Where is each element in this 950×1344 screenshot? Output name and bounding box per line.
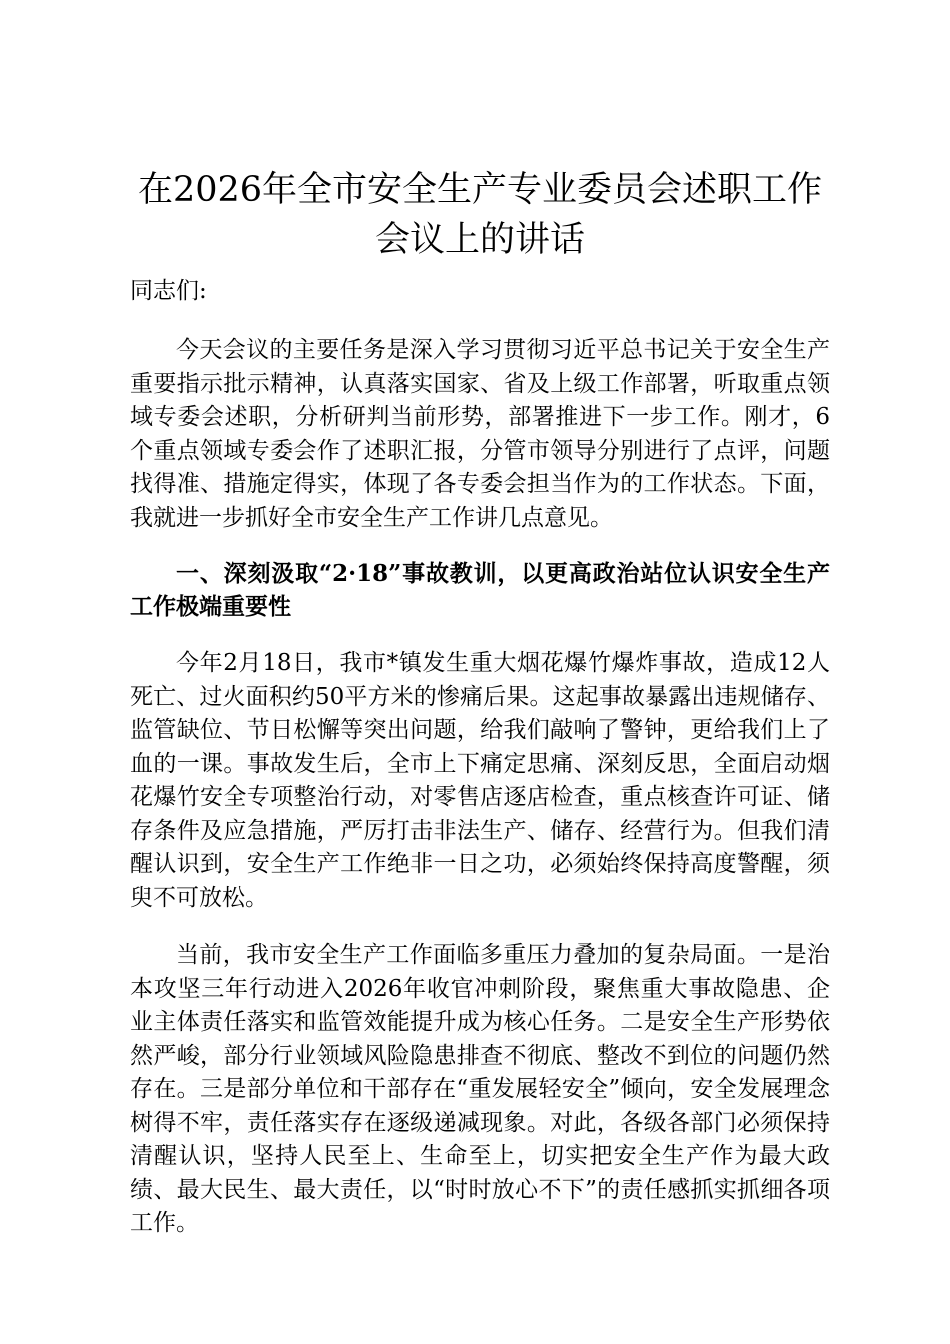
body-paragraph-incident: 今年2月18日，我市*镇发生重大烟花爆竹爆炸事故，造成12人死亡、过火面积约50平方米的惨痛后果。这起事故暴露出违规储存、监管缺位、节日松懈等突出问题，给我们敲响了警钟，更给我们上了血的一课。事故发生后，全市上下痛定思痛、深刻反思，全面启动烟花爆竹安全专项整治行动，对零售店逐店检查，重点核查许可证、储存条件及应急措施，严厉打击非法生产、储存、经营行为。但我们清醒认识到，安全生产工作绝非一日之功，必须始终保持高度警醒，须臾不可放松。 xyxy=(130,650,830,911)
section-heading: 一、深刻汲取“2·18”事故教训，以更高政治站位认识安全生产工作极端重要性 xyxy=(130,560,830,620)
title-line-1: 在2026年全市安全生产专业委员会述职工作 xyxy=(137,170,823,210)
body-paragraph-intro: 今天会议的主要任务是深入学习贯彻习近平总书记关于安全生产重要指示批示精神，认真落实国家、省及上级工作部署，听取重点领域专委会述职，分析研判当前形势，部署推进下一步工作。刚才，6个重点领域专委会作了述职汇报，分管市领导分别进行了点评，问题找得准、措施定得实，体现了各专委会担当作为的工作状态。下面，我就进一步抓好全市安全生产工作讲几点意见。 xyxy=(130,337,830,531)
document-title xyxy=(130,165,830,265)
document-page xyxy=(130,165,830,1241)
salutation: 同志们: xyxy=(130,278,207,304)
body-paragraph-situation: 当前，我市安全生产工作面临多重压力叠加的复杂局面。一是治本攻坚三年行动进入2026年收官冲刺阶段，聚焦重大事故隐患、企业主体责任落实和监管效能提升成为核心任务。二是安全生产形势依然严峻，部分行业领域风险隐患排查不彻底、整改不到位的问题仍然存在。三是部分单位和干部存在“重发展轻安全”倾向，安全发展理念树得不牢，责任落实存在逐级递减现象。对此，各级各部门必须保持清醒认识，坚持人民至上、生命至上，切实把安全生产作为最大政绩、最大民生、最大责任，以“时时放心不下”的责任感抓实抓细各项工作。 xyxy=(130,942,830,1236)
title-line-2: 会议上的讲话 xyxy=(374,220,585,260)
